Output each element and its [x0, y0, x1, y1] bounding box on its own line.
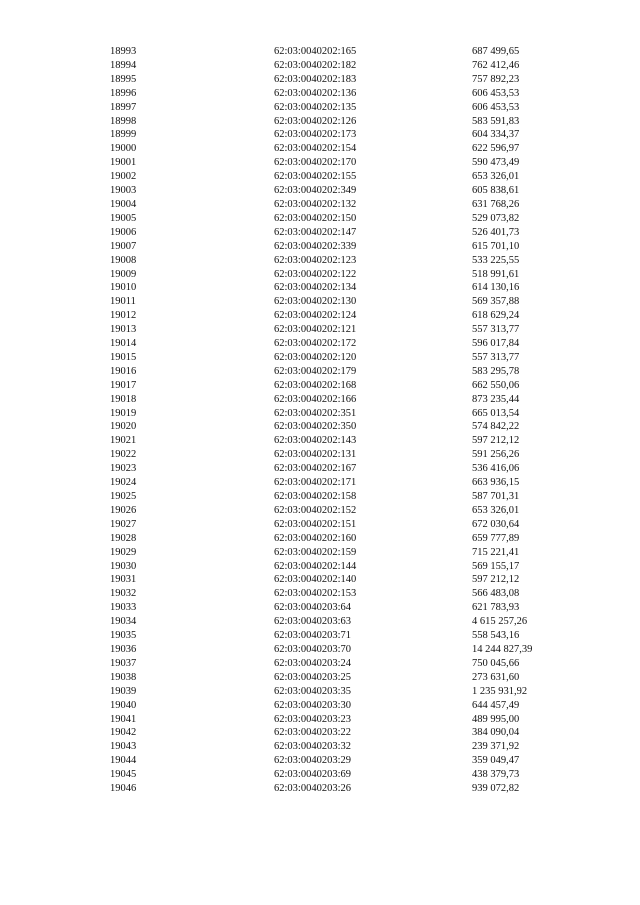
- cadastral-number-cell: 62:03:0040202:179: [274, 365, 357, 377]
- row-number-cell: 19004: [110, 198, 137, 210]
- row-number-cell: 19031: [110, 574, 137, 586]
- table-row: [110, 476, 572, 490]
- table-row: [110, 379, 572, 393]
- cadastral-number-cell: 62:03:0040203:29: [274, 755, 352, 767]
- row-number-cell: 18995: [110, 73, 137, 85]
- cadastral-value-cell: 665 013,54: [472, 407, 520, 419]
- row-number-cell: 19018: [110, 393, 137, 405]
- cadastral-number-cell: 62:03:0040202:122: [274, 268, 357, 280]
- row-number-cell: 19043: [110, 741, 137, 753]
- cadastral-number-cell: 62:03:0040202:140: [274, 574, 357, 586]
- cadastral-value-cell: 762 412,46: [472, 59, 520, 71]
- table-row: [110, 573, 572, 587]
- cadastral-number-cell: 62:03:0040202:349: [274, 185, 357, 197]
- cadastral-number-cell: 62:03:0040202:182: [274, 59, 357, 71]
- table-row: [110, 323, 572, 337]
- cadastral-value-cell: 615 701,10: [472, 240, 520, 252]
- cadastral-number-cell: 62:03:0040202:121: [274, 324, 357, 336]
- cadastral-value-cell: 604 334,37: [472, 129, 520, 141]
- cadastral-value-cell: 273 631,60: [472, 671, 520, 683]
- table-row: [110, 434, 572, 448]
- cadastral-number-cell: 62:03:0040202:166: [274, 393, 357, 405]
- row-number-cell: 19044: [110, 755, 137, 767]
- row-number-cell: 19015: [110, 351, 137, 363]
- cadastral-value-cell: 533 225,55: [472, 254, 520, 266]
- cadastral-number-cell: 62:03:0040202:170: [274, 157, 357, 169]
- table-row: [110, 601, 572, 615]
- table-row: [110, 212, 572, 226]
- table-row: [110, 142, 572, 156]
- table-row: [110, 587, 572, 601]
- row-number-cell: 19005: [110, 212, 137, 224]
- cadastral-value-cell: 597 212,12: [472, 435, 520, 447]
- cadastral-value-cell: 597 212,12: [472, 574, 520, 586]
- row-number-cell: 19022: [110, 449, 137, 461]
- cadastral-number-cell: 62:03:0040202:167: [274, 463, 357, 475]
- cadastral-value-cell: 566 483,08: [472, 588, 520, 600]
- cadastral-value-cell: 653 326,01: [472, 171, 520, 183]
- row-number-cell: 19017: [110, 379, 137, 391]
- table-row: [110, 671, 572, 685]
- row-number-cell: 19028: [110, 532, 137, 544]
- row-number-cell: 19023: [110, 463, 137, 475]
- cadastral-number-cell: 62:03:0040202:135: [274, 101, 357, 113]
- table-row: [110, 87, 572, 101]
- table-row: [110, 115, 572, 129]
- cadastral-number-cell: 62:03:0040202:134: [274, 282, 357, 294]
- table-row: [110, 713, 572, 727]
- table-row: [110, 281, 572, 295]
- row-number-cell: 19001: [110, 157, 137, 169]
- cadastral-value-cell: 663 936,15: [472, 477, 520, 489]
- cadastral-number-cell: 62:03:0040202:339: [274, 240, 357, 252]
- table-row: [110, 490, 572, 504]
- cadastral-value-cell: 659 777,89: [472, 532, 520, 544]
- row-number-cell: 19007: [110, 240, 137, 252]
- row-number-cell: 19037: [110, 657, 137, 669]
- cadastral-number-cell: 62:03:0040202:150: [274, 212, 357, 224]
- cadastral-value-cell: 715 221,41: [472, 546, 520, 558]
- cadastral-value-cell: 384 090,04: [472, 727, 520, 739]
- table-body: [110, 45, 572, 796]
- cadastral-value-cell: 569 357,88: [472, 296, 520, 308]
- table-row: [110, 420, 572, 434]
- row-number-cell: 19014: [110, 338, 137, 350]
- table-row: [110, 59, 572, 73]
- row-number-cell: 18994: [110, 59, 137, 71]
- cadastral-number-cell: 62:03:0040202:350: [274, 421, 357, 433]
- row-number-cell: 19042: [110, 727, 137, 739]
- row-number-cell: 19020: [110, 421, 137, 433]
- cadastral-number-cell: 62:03:0040203:64: [274, 602, 352, 614]
- cadastral-value-cell: 605 838,61: [472, 185, 520, 197]
- table-row: [110, 309, 572, 323]
- cadastral-value-cell: 536 416,06: [472, 463, 520, 475]
- cadastral-number-cell: 62:03:0040203:22: [274, 727, 352, 739]
- cadastral-number-cell: 62:03:0040203:63: [274, 616, 352, 628]
- table-row: [110, 45, 572, 59]
- cadastral-number-cell: 62:03:0040202:160: [274, 532, 357, 544]
- row-number-cell: 19035: [110, 630, 137, 642]
- row-number-cell: 19006: [110, 226, 137, 238]
- row-number-cell: 19045: [110, 769, 137, 781]
- cadastral-value-cell: 622 596,97: [472, 143, 520, 155]
- table-row: [110, 184, 572, 198]
- cadastral-number-cell: 62:03:0040202:147: [274, 226, 357, 238]
- cadastral-number-cell: 62:03:0040202:168: [274, 379, 357, 391]
- cadastral-value-cell: 618 629,24: [472, 310, 520, 322]
- table-row: [110, 768, 572, 782]
- cadastral-number-cell: 62:03:0040202:120: [274, 351, 357, 363]
- row-number-cell: 19029: [110, 546, 137, 558]
- cadastral-value-cell: 14 244 827,39: [472, 643, 533, 655]
- row-number-cell: 19019: [110, 407, 137, 419]
- cadastral-value-cell: 757 892,23: [472, 73, 520, 85]
- row-number-cell: 19040: [110, 699, 137, 711]
- cadastral-value-cell: 518 991,61: [472, 268, 520, 280]
- row-number-cell: 18997: [110, 101, 137, 113]
- row-number-cell: 19039: [110, 685, 137, 697]
- table-row: [110, 337, 572, 351]
- cadastral-number-cell: 62:03:0040202:183: [274, 73, 357, 85]
- table-row: [110, 351, 572, 365]
- cadastral-value-cell: 583 295,78: [472, 365, 520, 377]
- cadastral-number-cell: 62:03:0040202:173: [274, 129, 357, 141]
- row-number-cell: 19041: [110, 713, 137, 725]
- row-number-cell: 19012: [110, 310, 137, 322]
- row-number-cell: 19024: [110, 477, 137, 489]
- cadastral-number-cell: 62:03:0040203:32: [274, 741, 352, 753]
- cadastral-value-cell: 557 313,77: [472, 351, 520, 363]
- table-row: [110, 393, 572, 407]
- cadastral-number-cell: 62:03:0040202:154: [274, 143, 357, 155]
- table-row: [110, 448, 572, 462]
- cadastral-value-cell: 359 049,47: [472, 755, 520, 767]
- table-row: [110, 754, 572, 768]
- cadastral-value-cell: 672 030,64: [472, 518, 520, 530]
- cadastral-value-cell: 662 550,06: [472, 379, 520, 391]
- table-row: [110, 546, 572, 560]
- cadastral-number-cell: 62:03:0040202:132: [274, 198, 357, 210]
- table-row: [110, 198, 572, 212]
- cadastral-number-cell: 62:03:0040202:159: [274, 546, 357, 558]
- cadastral-number-cell: 62:03:0040202:151: [274, 518, 357, 530]
- cadastral-number-cell: 62:03:0040202:123: [274, 254, 357, 266]
- row-number-cell: 18999: [110, 129, 137, 141]
- table-row: [110, 254, 572, 268]
- cadastral-value-cell: 558 543,16: [472, 630, 520, 642]
- cadastral-value-cell: 873 235,44: [472, 393, 520, 405]
- cadastral-number-cell: 62:03:0040203:30: [274, 699, 352, 711]
- table-row: [110, 295, 572, 309]
- table-row: [110, 657, 572, 671]
- cadastral-number-cell: 62:03:0040202:165: [274, 46, 357, 57]
- table-row: [110, 462, 572, 476]
- cadastral-value-cell: 644 457,49: [472, 699, 520, 711]
- table-row: [110, 518, 572, 532]
- row-number-cell: 19026: [110, 504, 137, 516]
- row-number-cell: 19030: [110, 560, 137, 572]
- cadastral-value-cell: 653 326,01: [472, 504, 520, 516]
- table-row: [110, 615, 572, 629]
- cadastral-number-cell: 62:03:0040203:26: [274, 783, 352, 795]
- cadastral-number-cell: 62:03:0040203:23: [274, 713, 352, 725]
- cadastral-value-cell: 606 453,53: [472, 87, 520, 99]
- cadastral-number-cell: 62:03:0040203:25: [274, 671, 352, 683]
- table-row: [110, 726, 572, 740]
- row-number-cell: 19034: [110, 616, 137, 628]
- table-row: [110, 226, 572, 240]
- cadastral-number-cell: 62:03:0040202:153: [274, 588, 357, 600]
- cadastral-number-cell: 62:03:0040202:152: [274, 504, 357, 516]
- cadastral-number-cell: 62:03:0040203:70: [274, 643, 352, 655]
- row-number-cell: 19038: [110, 671, 137, 683]
- row-number-cell: 19021: [110, 435, 137, 447]
- cadastral-value-table: [110, 45, 572, 796]
- row-number-cell: 19033: [110, 602, 137, 614]
- table-row: [110, 128, 572, 142]
- row-number-cell: 19003: [110, 185, 137, 197]
- cadastral-value-cell: 590 473,49: [472, 157, 520, 169]
- cadastral-value-cell: 1 235 931,92: [472, 685, 528, 697]
- cadastral-value-cell: 687 499,65: [472, 46, 520, 57]
- cadastral-value-cell: 591 256,26: [472, 449, 520, 461]
- table-row: [110, 170, 572, 184]
- row-number-cell: 19027: [110, 518, 137, 530]
- cadastral-value-cell: 631 768,26: [472, 198, 520, 210]
- table-row: [110, 685, 572, 699]
- table-row: [110, 268, 572, 282]
- cadastral-value-cell: 750 045,66: [472, 657, 520, 669]
- row-number-cell: 19025: [110, 491, 137, 502]
- cadastral-value-cell: 939 072,82: [472, 783, 520, 795]
- row-number-cell: 19008: [110, 254, 137, 266]
- table-row: [110, 407, 572, 421]
- cadastral-value-cell: 614 130,16: [472, 282, 520, 294]
- cadastral-number-cell: 62:03:0040202:351: [274, 407, 357, 419]
- table-row: [110, 740, 572, 754]
- cadastral-value-cell: 574 842,22: [472, 421, 520, 433]
- row-number-cell: 19009: [110, 268, 137, 280]
- cadastral-number-cell: 62:03:0040202:171: [274, 477, 357, 489]
- cadastral-value-cell: 489 995,00: [472, 713, 520, 725]
- row-number-cell: 19000: [110, 143, 137, 155]
- table-row: [110, 532, 572, 546]
- cadastral-value-cell: 606 453,53: [472, 101, 520, 113]
- table-row: [110, 156, 572, 170]
- table-row: [110, 629, 572, 643]
- cadastral-value-cell: 4 615 257,26: [472, 616, 528, 628]
- cadastral-number-cell: 62:03:0040202:136: [274, 87, 357, 99]
- cadastral-number-cell: 62:03:0040203:69: [274, 769, 352, 781]
- cadastral-value-cell: 583 591,83: [472, 115, 520, 127]
- table-row: [110, 240, 572, 254]
- cadastral-value-cell: 587 701,31: [472, 491, 520, 502]
- table-row: [110, 560, 572, 574]
- row-number-cell: 19036: [110, 643, 137, 655]
- row-number-cell: 19032: [110, 588, 137, 600]
- row-number-cell: 19013: [110, 324, 137, 336]
- cadastral-value-cell: 438 379,73: [472, 769, 520, 781]
- cadastral-number-cell: 62:03:0040203:24: [274, 657, 352, 669]
- cadastral-value-cell: 529 073,82: [472, 212, 520, 224]
- row-number-cell: 18993: [110, 46, 137, 57]
- row-number-cell: 18996: [110, 87, 137, 99]
- cadastral-value-cell: 596 017,84: [472, 338, 520, 350]
- row-number-cell: 19010: [110, 282, 137, 294]
- cadastral-value-cell: 239 371,92: [472, 741, 520, 753]
- cadastral-number-cell: 62:03:0040202:126: [274, 115, 357, 127]
- cadastral-number-cell: 62:03:0040202:143: [274, 435, 357, 447]
- cadastral-number-cell: 62:03:0040202:144: [274, 560, 357, 572]
- row-number-cell: 18998: [110, 115, 137, 127]
- cadastral-number-cell: 62:03:0040202:172: [274, 338, 357, 350]
- cadastral-number-cell: 62:03:0040203:71: [274, 630, 352, 642]
- table-row: [110, 73, 572, 87]
- table-row: [110, 643, 572, 657]
- table-row: [110, 699, 572, 713]
- table-row: [110, 782, 572, 796]
- cadastral-number-cell: 62:03:0040202:130: [274, 296, 357, 308]
- table-row: [110, 365, 572, 379]
- cadastral-number-cell: 62:03:0040202:155: [274, 171, 357, 183]
- cadastral-value-cell: 557 313,77: [472, 324, 520, 336]
- cadastral-number-cell: 62:03:0040202:158: [274, 491, 357, 502]
- row-number-cell: 19016: [110, 365, 137, 377]
- cadastral-number-cell: 62:03:0040202:124: [274, 310, 357, 322]
- table-row: [110, 101, 572, 115]
- table-row: [110, 504, 572, 518]
- row-number-cell: 19046: [110, 783, 137, 795]
- cadastral-value-cell: 526 401,73: [472, 226, 520, 238]
- cadastral-number-cell: 62:03:0040202:131: [274, 449, 357, 461]
- cadastral-value-cell: 569 155,17: [472, 560, 520, 572]
- cadastral-number-cell: 62:03:0040203:35: [274, 685, 352, 697]
- row-number-cell: 19002: [110, 171, 137, 183]
- cadastral-value-cell: 621 783,93: [472, 602, 520, 614]
- row-number-cell: 19011: [110, 296, 136, 308]
